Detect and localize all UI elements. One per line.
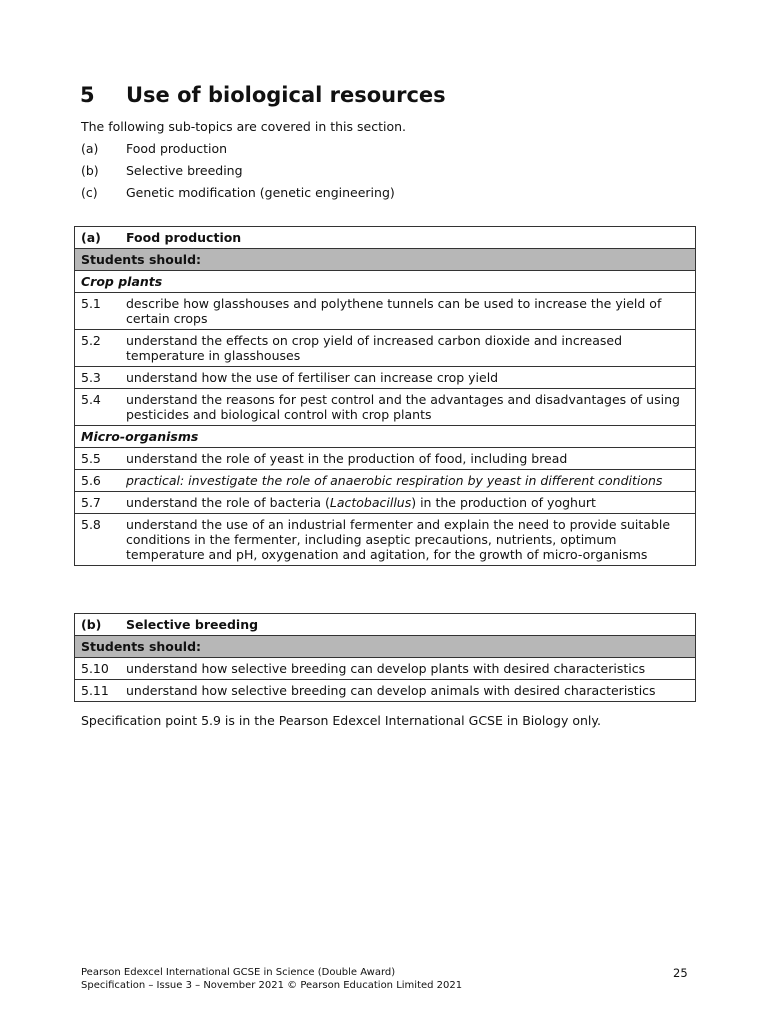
spec-text: understand the use of an industrial fermenter and explain the need to provide suitable conditions in the fermenter, including aseptic precautions, nutrients, optimum temperature and pH, oxygenation and agitation, for the growth of micro-organisms bbox=[120, 514, 696, 566]
group-heading-row bbox=[75, 271, 696, 293]
spec-code: 5.1 bbox=[75, 293, 121, 330]
students-should-row bbox=[75, 249, 696, 271]
selective-breeding-table bbox=[74, 613, 696, 702]
students-should-label: Students should: bbox=[75, 249, 696, 271]
table-row bbox=[75, 658, 696, 680]
spec-code: 5.8 bbox=[75, 514, 121, 566]
subtopic-item bbox=[81, 185, 395, 207]
spec-code: 5.10 bbox=[75, 658, 121, 680]
spec-code: 5.7 bbox=[75, 492, 121, 514]
subtopic-text: Selective breeding bbox=[126, 163, 243, 178]
table-row bbox=[75, 293, 696, 330]
spec-text-part: ) in the production of yoghurt bbox=[411, 495, 596, 510]
table-row bbox=[75, 367, 696, 389]
table-row bbox=[75, 470, 696, 492]
table-row bbox=[75, 492, 696, 514]
table-row bbox=[75, 330, 696, 367]
spec-code: 5.4 bbox=[75, 389, 121, 426]
spec-text: understand the reasons for pest control and the advantages and disadvantages of using pesticides and biological control with crop plants bbox=[120, 389, 696, 426]
section-heading bbox=[80, 83, 446, 107]
spec-text: understand how selective breeding can develop animals with desired characteristics bbox=[120, 680, 696, 702]
students-should-row bbox=[75, 636, 696, 658]
table-row bbox=[75, 514, 696, 566]
spec-text: understand how the use of fertiliser can increase crop yield bbox=[120, 367, 696, 389]
specification-note: Specification point 5.9 is in the Pearson Edexcel International GCSE in Biology only. bbox=[81, 713, 601, 728]
spec-code: 5.3 bbox=[75, 367, 121, 389]
spec-text-italic: Lactobacillus bbox=[329, 495, 412, 510]
table-title: Selective breeding bbox=[120, 614, 696, 636]
section-number: 5 bbox=[80, 83, 95, 107]
subtopic-text: Food production bbox=[126, 141, 228, 156]
table-title: Food production bbox=[120, 227, 696, 249]
food-production-table bbox=[74, 226, 696, 566]
footer-line-2: Specification – Issue 3 – November 2021 © Pearson Education Limited 2021 bbox=[81, 980, 463, 991]
section-title: Use of biological resources bbox=[126, 83, 446, 107]
spec-text: understand how selective breeding can develop plants with desired characteristics bbox=[120, 658, 696, 680]
subtopic-list bbox=[81, 141, 395, 207]
subtopic-label: (b) bbox=[81, 163, 99, 178]
footer-line-1: Pearson Edexcel International GCSE in Science (Double Award) bbox=[81, 967, 396, 978]
spec-text-practical: practical: investigate the role of anaerobic respiration by yeast in different conditions bbox=[120, 470, 696, 492]
page-number: 25 bbox=[673, 966, 688, 980]
table-header-row bbox=[75, 614, 696, 636]
group-heading-crop-plants: Crop plants bbox=[75, 271, 696, 293]
group-heading-row bbox=[75, 426, 696, 448]
spec-code: 5.11 bbox=[75, 680, 121, 702]
table-row bbox=[75, 389, 696, 426]
intro-text: The following sub-topics are covered in this section. bbox=[81, 119, 406, 134]
subtopic-text: Genetic modification (genetic engineering) bbox=[126, 185, 395, 200]
table-row bbox=[75, 680, 696, 702]
table-label: (b) bbox=[75, 614, 121, 636]
subtopic-item bbox=[81, 141, 395, 163]
subtopic-label: (a) bbox=[81, 141, 99, 156]
table-label: (a) bbox=[75, 227, 121, 249]
spec-code: 5.5 bbox=[75, 448, 121, 470]
spec-text: understand the effects on crop yield of increased carbon dioxide and increased temperature in glasshouses bbox=[120, 330, 696, 367]
spec-code: 5.2 bbox=[75, 330, 121, 367]
spec-text bbox=[120, 492, 696, 514]
page-footer bbox=[81, 966, 462, 992]
spec-code: 5.6 bbox=[75, 470, 121, 492]
students-should-label: Students should: bbox=[75, 636, 696, 658]
table-header-row bbox=[75, 227, 696, 249]
spec-text: understand the role of yeast in the production of food, including bread bbox=[120, 448, 696, 470]
subtopic-label: (c) bbox=[81, 185, 98, 200]
table-row bbox=[75, 448, 696, 470]
group-heading-micro-organisms: Micro-organisms bbox=[75, 426, 696, 448]
spec-text-part: understand the role of bacteria ( bbox=[126, 495, 330, 510]
spec-text: describe how glasshouses and polythene tunnels can be used to increase the yield of certain crops bbox=[120, 293, 696, 330]
subtopic-item bbox=[81, 163, 395, 185]
